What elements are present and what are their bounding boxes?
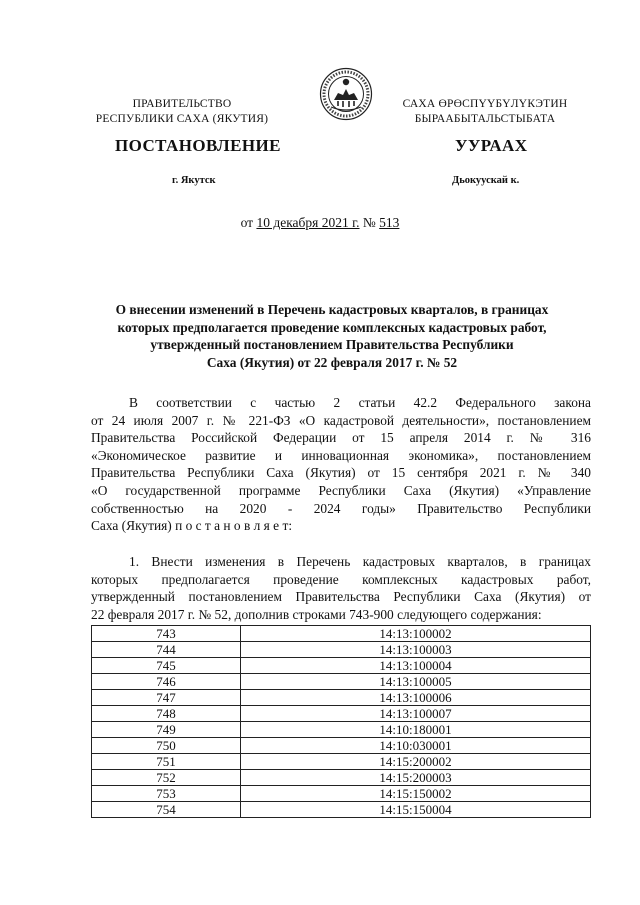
paragraph-line: «О государственной программе Республики Саха (Якутия) «Управление: [91, 482, 591, 498]
title-line: утвержденный постановлением Правительства Республики: [150, 337, 514, 352]
cadastral-code: 14:13:100006: [241, 690, 591, 706]
date-prefix: от: [240, 215, 254, 230]
cadastral-code: 14:13:100003: [241, 642, 591, 658]
table-row: [92, 674, 591, 690]
table-row: [92, 738, 591, 754]
paragraph-line: которых предполагается проведение комплексных кадастровых работ,: [91, 571, 591, 587]
table-row: [92, 690, 591, 706]
number-sign: №: [362, 215, 376, 230]
preamble-paragraph: [91, 394, 591, 535]
table-row: [92, 706, 591, 722]
header-right-line2: БЫРААБЫТАЛЬСТЫБАТА: [414, 113, 556, 125]
cadastral-code: 14:13:100007: [241, 706, 591, 722]
row-number: 743: [92, 626, 241, 642]
row-number: 751: [92, 754, 241, 770]
paragraph-line: 22 февраля 2017 г. № 52, дополнив строками 743-900 следующего содержания:: [91, 606, 542, 622]
header-left-line1: ПРАВИТЕЛЬСТВО: [132, 98, 232, 110]
row-number: 750: [92, 738, 241, 754]
paragraph-line: утвержденный постановлением Правительства Республики Саха (Якутия) от: [91, 589, 591, 605]
paragraph-line: 1. Внести изменения в Перечень кадастровых кварталов, в границах: [129, 554, 591, 569]
table-row: [92, 642, 591, 658]
table-row: [92, 722, 591, 738]
title-line: Саха (Якутия) от 22 февраля 2017 г. № 52: [206, 354, 458, 370]
cadastral-code: 14:15:150002: [241, 786, 591, 802]
paragraph-line: Правительства Республики Саха (Якутия) от 15 сентября 2021 г. № 340: [91, 465, 591, 481]
table-row: [92, 786, 591, 802]
cadastral-quarters-table: [91, 625, 591, 818]
paragraph-line: Правительства Российской Федерации от 15 апреля 2014 г. № 316: [91, 430, 591, 446]
doc-type-ru: ПОСТАНОВЛЕНИЕ: [115, 136, 281, 155]
title-line: которых предполагается проведение комплексных кадастровых работ,: [117, 319, 547, 335]
title-line: О внесении изменений в Перечень кадастровых кварталов, в границах: [115, 302, 549, 317]
cadastral-code: 14:15:200002: [241, 754, 591, 770]
clause-1-paragraph: [91, 553, 591, 623]
coat-of-arms-emblem: [319, 67, 373, 126]
cadastral-code: 14:10:180001: [241, 722, 591, 738]
row-number: 752: [92, 770, 241, 786]
table-row: [92, 770, 591, 786]
table-row: [92, 754, 591, 770]
doc-type-sah: УУРААХ: [455, 136, 528, 155]
header-left-line2: РЕСПУБЛИКИ САХА (ЯКУТИЯ): [95, 113, 269, 125]
document-title: [80, 301, 584, 371]
city-ru: г. Якутск: [172, 175, 216, 186]
row-number: 747: [92, 690, 241, 706]
date-line: [0, 215, 640, 231]
row-number: 746: [92, 674, 241, 690]
row-number: 754: [92, 802, 241, 818]
paragraph-line: собственностью на 2020 - 2024 годы» Правительство Республики: [91, 500, 591, 516]
row-number: 753: [92, 786, 241, 802]
city-sah: Дьокуускай к.: [452, 175, 520, 186]
cadastral-code: 14:13:100002: [241, 626, 591, 642]
cadastral-code: 14:13:100004: [241, 658, 591, 674]
header-left: [92, 97, 272, 127]
paragraph-line: Саха (Якутия) п о с т а н о в л я е т:: [91, 518, 293, 534]
cadastral-code: 14:15:200003: [241, 770, 591, 786]
document-number: 513: [379, 215, 400, 230]
table-row: [92, 658, 591, 674]
row-number: 744: [92, 642, 241, 658]
table-row: [92, 626, 591, 642]
cadastral-code: 14:13:100005: [241, 674, 591, 690]
table-row: [92, 802, 591, 818]
header-right: [385, 97, 585, 127]
cadastral-code: 14:15:150004: [241, 802, 591, 818]
row-number: 745: [92, 658, 241, 674]
paragraph-line: «Экономическое развитие и инновационная экономика», постановлением: [91, 447, 591, 463]
paragraph-line: В соответствии с частью 2 статьи 42.2 Федерального закона: [129, 395, 591, 410]
cadastral-code: 14:10:030001: [241, 738, 591, 754]
row-number: 748: [92, 706, 241, 722]
document-date: 10 декабря 2021 г.: [256, 215, 360, 230]
row-number: 749: [92, 722, 241, 738]
header-right-line1: САХА ӨРӨСПҮҮБҮЛҮКЭТИН: [402, 98, 568, 110]
paragraph-line: от 24 июля 2007 г. № 221-ФЗ «О кадастровой деятельности», постановлением: [91, 412, 591, 428]
